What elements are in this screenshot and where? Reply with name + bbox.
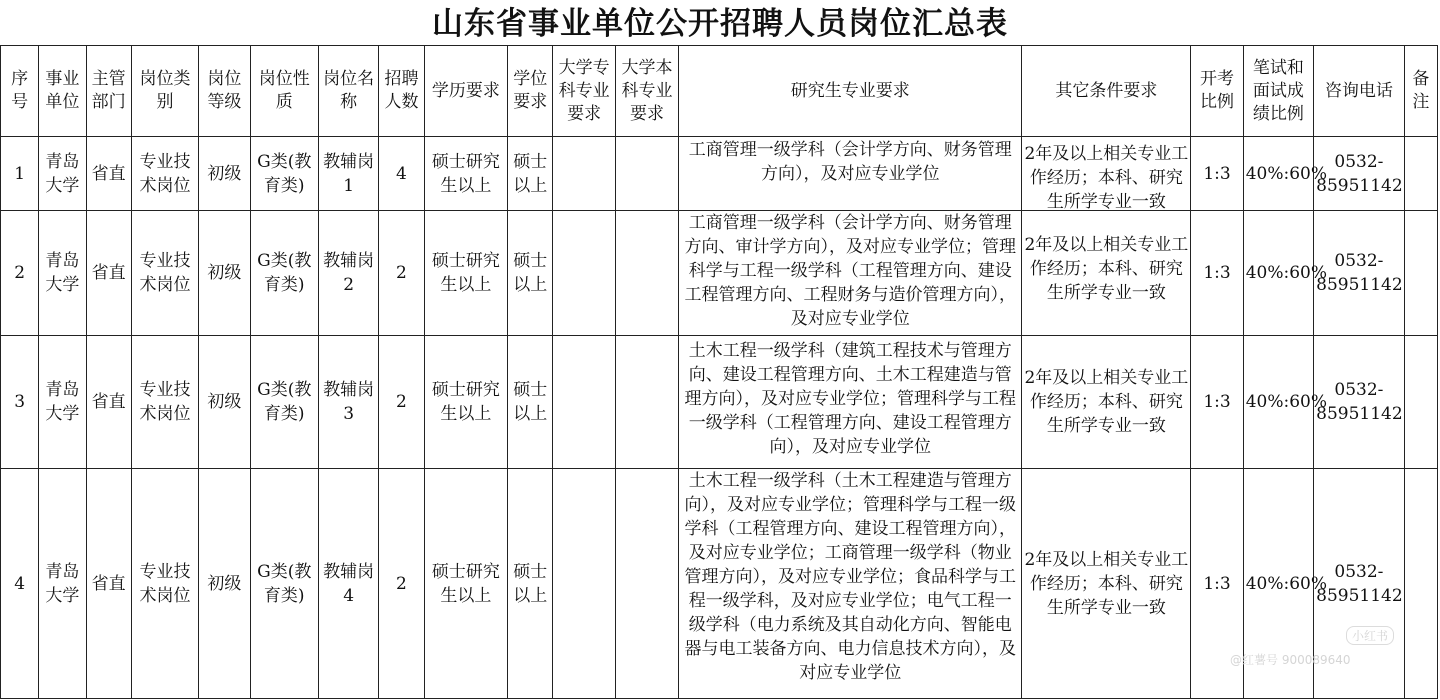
grad-major-text: 土木工程一级学科（建筑工程技术与管理方向、建设工程管理方向、土木工程建造与管理方向），及对应专业学位；管理科学与工程一级学科（工程管理方向、建设工程管理方向），及对应专业学位 bbox=[684, 341, 1016, 457]
header-note: 备注 bbox=[1404, 46, 1437, 137]
watermark-text: @红薯号 900089640 bbox=[1230, 653, 1351, 667]
cell-degree: 硕士以上 bbox=[508, 137, 553, 211]
cell-unit: 青岛大学 bbox=[39, 336, 86, 469]
cell-college-major bbox=[553, 469, 615, 699]
header-college-major: 大学专科专业要求 bbox=[553, 46, 615, 137]
header-quota: 招聘人数 bbox=[379, 46, 424, 137]
cell-score-ratio: 40%:60% bbox=[1243, 211, 1313, 336]
cell-post-name: 教辅岗1 bbox=[318, 137, 378, 211]
cell-dept: 省直 bbox=[86, 211, 131, 336]
header-other: 其它条件要求 bbox=[1022, 46, 1191, 137]
table-row bbox=[1, 336, 1438, 469]
cell-post-nature: G类(教育类) bbox=[250, 469, 318, 699]
header-post-category: 岗位类别 bbox=[131, 46, 198, 137]
cell-unit: 青岛大学 bbox=[39, 211, 86, 336]
cell-degree: 硕士以上 bbox=[508, 336, 553, 469]
table-row bbox=[1, 469, 1438, 699]
cell-post-category: 专业技术岗位 bbox=[131, 336, 198, 469]
cell-education: 硕士研究生以上 bbox=[424, 137, 508, 211]
cell-seq: 3 bbox=[1, 336, 39, 469]
header-seq: 序号 bbox=[1, 46, 39, 137]
cell-post-nature: G类(教育类) bbox=[250, 211, 318, 336]
header-post-nature: 岗位性质 bbox=[250, 46, 318, 137]
cell-ratio: 1:3 bbox=[1191, 336, 1243, 469]
cell-ratio: 1:3 bbox=[1191, 137, 1243, 211]
cell-bachelor-major bbox=[615, 211, 678, 336]
cell-phone: 0532-85951142 bbox=[1314, 336, 1405, 469]
watermark-badge: 小红书 bbox=[1346, 626, 1394, 645]
grad-major-text: 工商管理一级学科（会计学方向、财务管理方向），及对应专业学位 bbox=[688, 139, 1012, 184]
other-text: 2年及以上相关专业工作经历；本科、研究生所学专业一致 bbox=[1024, 368, 1189, 436]
cell-degree: 硕士以上 bbox=[508, 469, 553, 699]
cell-ratio: 1:3 bbox=[1191, 211, 1243, 336]
header-phone: 咨询电话 bbox=[1314, 46, 1405, 137]
cell-phone: 0532-85951142 bbox=[1314, 211, 1405, 336]
grad-major-text: 工商管理一级学科（会计学方向、财务管理方向、审计学方向），及对应专业学位；管理科学与工程一级学科（工程管理方向、建设工程管理方向、工程财务与造价管理方向），及对应专业学位 bbox=[684, 213, 1016, 329]
cell-quota: 2 bbox=[379, 336, 424, 469]
cell-post-level: 初级 bbox=[199, 211, 250, 336]
page-title: 山东省事业单位公开招聘人员岗位汇总表 bbox=[432, 6, 1008, 42]
cell-note bbox=[1404, 211, 1437, 336]
header-row bbox=[1, 46, 1438, 137]
cell-post-category: 专业技术岗位 bbox=[131, 469, 198, 699]
header-dept: 主管部门 bbox=[86, 46, 131, 137]
cell-education: 硕士研究生以上 bbox=[424, 336, 508, 469]
cell-score-ratio: 40%:60% bbox=[1243, 469, 1313, 699]
other-text: 2年及以上相关专业工作经历；本科、研究生所学专业一致 bbox=[1024, 235, 1189, 303]
grad-major-text: 土木工程一级学科（土木工程建造与管理方向），及对应专业学位；管理科学与工程一级学科（工程管理方向、建设工程管理方向），及对应专业学位；工商管理一级学科（物业管理方向），及对应专业学位；食品科学与工程一级学科，及对应专业学位；电气工程一级学科（电力系统及其自动化方向、智能电器与电工装备方向、电力信息技术方向），及对应专业学位 bbox=[684, 471, 1016, 683]
cell-other bbox=[1022, 336, 1191, 469]
cell-college-major bbox=[553, 211, 615, 336]
header-score-ratio: 笔试和面试成绩比例 bbox=[1243, 46, 1313, 137]
cell-post-category: 专业技术岗位 bbox=[131, 211, 198, 336]
cell-post-level: 初级 bbox=[199, 336, 250, 469]
header-unit: 事业单位 bbox=[39, 46, 86, 137]
cell-note bbox=[1404, 469, 1437, 699]
cell-grad-major bbox=[679, 336, 1022, 469]
header-grad-major: 研究生专业要求 bbox=[679, 46, 1022, 137]
header-ratio: 开考比例 bbox=[1191, 46, 1243, 137]
cell-post-level: 初级 bbox=[199, 137, 250, 211]
cell-quota: 4 bbox=[379, 137, 424, 211]
cell-unit: 青岛大学 bbox=[39, 137, 86, 211]
header-post-level: 岗位等级 bbox=[199, 46, 250, 137]
other-text: 2年及以上相关专业工作经历；本科、研究生所学专业一致 bbox=[1024, 143, 1189, 212]
cell-dept: 省直 bbox=[86, 336, 131, 469]
cell-phone: 0532-85951142 bbox=[1314, 137, 1405, 211]
cell-bachelor-major bbox=[615, 469, 678, 699]
header-post-name: 岗位名称 bbox=[318, 46, 378, 137]
cell-note bbox=[1404, 137, 1437, 211]
cell-note bbox=[1404, 336, 1437, 469]
cell-education: 硕士研究生以上 bbox=[424, 469, 508, 699]
table-row bbox=[1, 137, 1438, 211]
other-text: 2年及以上相关专业工作经历；本科、研究生所学专业一致 bbox=[1024, 549, 1189, 618]
cell-post-level: 初级 bbox=[199, 469, 250, 699]
cell-post-name: 教辅岗3 bbox=[318, 336, 378, 469]
cell-other bbox=[1022, 211, 1191, 336]
cell-post-category: 专业技术岗位 bbox=[131, 137, 198, 211]
cell-bachelor-major bbox=[615, 137, 678, 211]
cell-other bbox=[1022, 137, 1191, 211]
cell-unit: 青岛大学 bbox=[39, 469, 86, 699]
table-row bbox=[1, 211, 1438, 336]
header-bachelor-major: 大学本科专业要求 bbox=[615, 46, 678, 137]
cell-quota: 2 bbox=[379, 469, 424, 699]
cell-post-name: 教辅岗2 bbox=[318, 211, 378, 336]
cell-phone: 0532-85951142 bbox=[1314, 469, 1405, 699]
cell-grad-major bbox=[679, 211, 1022, 336]
cell-bachelor-major bbox=[615, 336, 678, 469]
cell-seq: 4 bbox=[1, 469, 39, 699]
cell-dept: 省直 bbox=[86, 469, 131, 699]
cell-grad-major bbox=[679, 137, 1022, 211]
cell-post-nature: G类(教育类) bbox=[250, 336, 318, 469]
cell-degree: 硕士以上 bbox=[508, 211, 553, 336]
cell-college-major bbox=[553, 137, 615, 211]
header-education: 学历要求 bbox=[424, 46, 508, 137]
cell-education: 硕士研究生以上 bbox=[424, 211, 508, 336]
cell-post-nature: G类(教育类) bbox=[250, 137, 318, 211]
cell-seq: 1 bbox=[1, 137, 39, 211]
cell-post-name: 教辅岗4 bbox=[318, 469, 378, 699]
header-degree: 学位要求 bbox=[508, 46, 553, 137]
cell-other bbox=[1022, 469, 1191, 699]
cell-score-ratio: 40%:60% bbox=[1243, 137, 1313, 211]
cell-dept: 省直 bbox=[86, 137, 131, 211]
cell-seq: 2 bbox=[1, 211, 39, 336]
cell-college-major bbox=[553, 336, 615, 469]
cell-ratio: 1:3 bbox=[1191, 469, 1243, 699]
cell-grad-major bbox=[679, 469, 1022, 699]
recruitment-table bbox=[0, 45, 1438, 699]
cell-score-ratio: 40%:60% bbox=[1243, 336, 1313, 469]
cell-quota: 2 bbox=[379, 211, 424, 336]
